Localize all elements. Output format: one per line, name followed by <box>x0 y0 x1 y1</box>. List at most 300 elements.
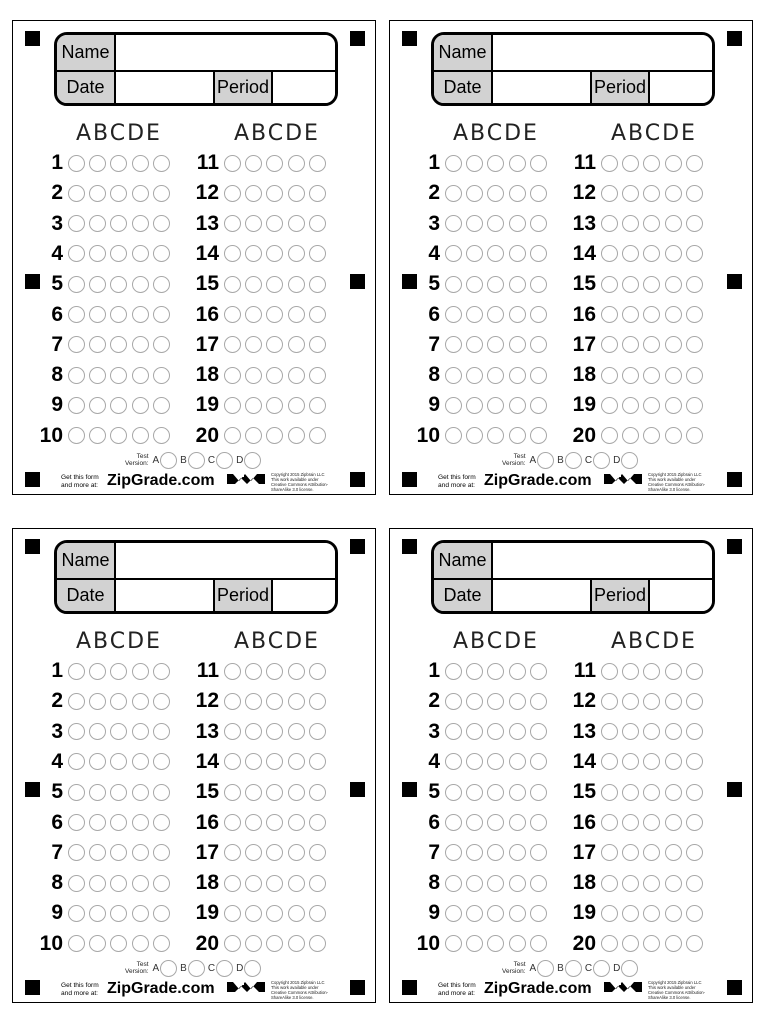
answer-bubble-c[interactable] <box>110 905 127 922</box>
answer-bubble-a[interactable] <box>224 245 241 262</box>
answer-bubble-b[interactable] <box>245 875 262 892</box>
answer-bubble-b[interactable] <box>622 397 639 414</box>
answer-bubble-e[interactable] <box>686 245 703 262</box>
answer-bubble-e[interactable] <box>153 397 170 414</box>
answer-bubble-b[interactable] <box>89 245 106 262</box>
answer-bubble-e[interactable] <box>530 784 547 801</box>
answer-bubble-e[interactable] <box>530 215 547 232</box>
answer-bubble-a[interactable] <box>601 693 618 710</box>
answer-bubble-e[interactable] <box>530 693 547 710</box>
answer-bubble-a[interactable] <box>601 397 618 414</box>
answer-bubble-b[interactable] <box>466 367 483 384</box>
answer-bubble-d[interactable] <box>509 215 526 232</box>
answer-bubble-d[interactable] <box>288 367 305 384</box>
answer-bubble-d[interactable] <box>132 245 149 262</box>
answer-bubble-e[interactable] <box>686 723 703 740</box>
answer-bubble-b[interactable] <box>89 753 106 770</box>
answer-bubble-d[interactable] <box>132 784 149 801</box>
answer-bubble-d[interactable] <box>288 663 305 680</box>
answer-bubble-a[interactable] <box>224 875 241 892</box>
answer-bubble-d[interactable] <box>509 875 526 892</box>
answer-bubble-e[interactable] <box>309 185 326 202</box>
answer-bubble-b[interactable] <box>245 723 262 740</box>
version-bubble-a[interactable] <box>537 452 554 469</box>
answer-bubble-a[interactable] <box>224 336 241 353</box>
answer-bubble-a[interactable] <box>601 875 618 892</box>
answer-bubble-e[interactable] <box>153 784 170 801</box>
answer-bubble-a[interactable] <box>601 215 618 232</box>
answer-bubble-d[interactable] <box>509 397 526 414</box>
answer-bubble-b[interactable] <box>622 784 639 801</box>
answer-bubble-a[interactable] <box>601 814 618 831</box>
period-field[interactable] <box>650 580 712 611</box>
answer-bubble-b[interactable] <box>622 814 639 831</box>
answer-bubble-a[interactable] <box>68 367 85 384</box>
answer-bubble-a[interactable] <box>68 215 85 232</box>
answer-bubble-e[interactable] <box>530 753 547 770</box>
answer-bubble-d[interactable] <box>132 215 149 232</box>
version-bubble-d[interactable] <box>621 452 638 469</box>
answer-bubble-a[interactable] <box>601 935 618 952</box>
answer-bubble-d[interactable] <box>288 723 305 740</box>
answer-bubble-b[interactable] <box>89 693 106 710</box>
answer-bubble-b[interactable] <box>245 427 262 444</box>
answer-bubble-d[interactable] <box>509 844 526 861</box>
answer-bubble-e[interactable] <box>686 185 703 202</box>
answer-bubble-e[interactable] <box>686 276 703 293</box>
answer-bubble-a[interactable] <box>68 155 85 172</box>
answer-bubble-d[interactable] <box>132 905 149 922</box>
version-bubble-d[interactable] <box>621 960 638 977</box>
answer-bubble-a[interactable] <box>224 367 241 384</box>
answer-bubble-a[interactable] <box>68 693 85 710</box>
answer-bubble-a[interactable] <box>224 185 241 202</box>
answer-bubble-b[interactable] <box>245 753 262 770</box>
answer-bubble-d[interactable] <box>288 935 305 952</box>
answer-bubble-a[interactable] <box>601 905 618 922</box>
answer-bubble-e[interactable] <box>153 814 170 831</box>
answer-bubble-d[interactable] <box>132 753 149 770</box>
answer-bubble-e[interactable] <box>309 245 326 262</box>
answer-bubble-e[interactable] <box>686 875 703 892</box>
answer-bubble-c[interactable] <box>487 753 504 770</box>
answer-bubble-b[interactable] <box>245 276 262 293</box>
answer-bubble-d[interactable] <box>665 185 682 202</box>
answer-bubble-d[interactable] <box>509 185 526 202</box>
answer-bubble-c[interactable] <box>266 753 283 770</box>
answer-bubble-d[interactable] <box>665 905 682 922</box>
answer-bubble-c[interactable] <box>487 155 504 172</box>
answer-bubble-e[interactable] <box>153 693 170 710</box>
answer-bubble-b[interactable] <box>245 935 262 952</box>
answer-bubble-a[interactable] <box>224 814 241 831</box>
answer-bubble-e[interactable] <box>153 935 170 952</box>
answer-bubble-b[interactable] <box>466 306 483 323</box>
answer-bubble-b[interactable] <box>89 723 106 740</box>
answer-bubble-a[interactable] <box>68 185 85 202</box>
answer-bubble-a[interactable] <box>601 155 618 172</box>
answer-bubble-e[interactable] <box>153 336 170 353</box>
answer-bubble-b[interactable] <box>622 427 639 444</box>
answer-bubble-e[interactable] <box>530 336 547 353</box>
answer-bubble-e[interactable] <box>309 306 326 323</box>
version-bubble-b[interactable] <box>565 960 582 977</box>
answer-bubble-b[interactable] <box>466 245 483 262</box>
answer-bubble-c[interactable] <box>643 245 660 262</box>
answer-bubble-c[interactable] <box>110 753 127 770</box>
answer-bubble-c[interactable] <box>266 935 283 952</box>
answer-bubble-b[interactable] <box>245 185 262 202</box>
answer-bubble-c[interactable] <box>643 905 660 922</box>
answer-bubble-d[interactable] <box>509 905 526 922</box>
answer-bubble-c[interactable] <box>266 185 283 202</box>
answer-bubble-c[interactable] <box>110 367 127 384</box>
answer-bubble-c[interactable] <box>110 427 127 444</box>
answer-bubble-a[interactable] <box>445 336 462 353</box>
answer-bubble-b[interactable] <box>245 367 262 384</box>
answer-bubble-b[interactable] <box>622 155 639 172</box>
answer-bubble-b[interactable] <box>89 844 106 861</box>
answer-bubble-d[interactable] <box>665 784 682 801</box>
answer-bubble-b[interactable] <box>622 215 639 232</box>
answer-bubble-a[interactable] <box>601 306 618 323</box>
answer-bubble-e[interactable] <box>530 905 547 922</box>
answer-bubble-b[interactable] <box>466 276 483 293</box>
answer-bubble-a[interactable] <box>445 155 462 172</box>
answer-bubble-c[interactable] <box>266 397 283 414</box>
answer-bubble-d[interactable] <box>665 844 682 861</box>
answer-bubble-d[interactable] <box>132 427 149 444</box>
answer-bubble-c[interactable] <box>266 245 283 262</box>
answer-bubble-c[interactable] <box>266 784 283 801</box>
answer-bubble-d[interactable] <box>132 336 149 353</box>
answer-bubble-e[interactable] <box>309 367 326 384</box>
answer-bubble-b[interactable] <box>622 245 639 262</box>
answer-bubble-d[interactable] <box>665 427 682 444</box>
answer-bubble-c[interactable] <box>110 306 127 323</box>
answer-bubble-a[interactable] <box>68 306 85 323</box>
answer-bubble-a[interactable] <box>68 723 85 740</box>
answer-bubble-d[interactable] <box>665 723 682 740</box>
answer-bubble-e[interactable] <box>153 185 170 202</box>
answer-bubble-a[interactable] <box>445 663 462 680</box>
answer-bubble-c[interactable] <box>487 306 504 323</box>
answer-bubble-e[interactable] <box>686 215 703 232</box>
answer-bubble-b[interactable] <box>89 663 106 680</box>
period-field[interactable] <box>273 72 335 103</box>
version-bubble-a[interactable] <box>160 960 177 977</box>
answer-bubble-c[interactable] <box>266 367 283 384</box>
answer-bubble-b[interactable] <box>89 215 106 232</box>
answer-bubble-e[interactable] <box>530 427 547 444</box>
answer-bubble-a[interactable] <box>68 875 85 892</box>
answer-bubble-b[interactable] <box>466 427 483 444</box>
answer-bubble-c[interactable] <box>110 693 127 710</box>
answer-bubble-c[interactable] <box>487 814 504 831</box>
answer-bubble-e[interactable] <box>153 306 170 323</box>
answer-bubble-d[interactable] <box>665 276 682 293</box>
answer-bubble-b[interactable] <box>245 784 262 801</box>
answer-bubble-b[interactable] <box>622 693 639 710</box>
answer-bubble-a[interactable] <box>68 245 85 262</box>
answer-bubble-d[interactable] <box>509 753 526 770</box>
answer-bubble-e[interactable] <box>686 663 703 680</box>
answer-bubble-a[interactable] <box>68 814 85 831</box>
answer-bubble-a[interactable] <box>601 784 618 801</box>
answer-bubble-e[interactable] <box>309 397 326 414</box>
answer-bubble-a[interactable] <box>68 276 85 293</box>
answer-bubble-a[interactable] <box>68 844 85 861</box>
answer-bubble-d[interactable] <box>509 306 526 323</box>
answer-bubble-b[interactable] <box>466 905 483 922</box>
answer-bubble-d[interactable] <box>665 245 682 262</box>
answer-bubble-c[interactable] <box>487 245 504 262</box>
answer-bubble-a[interactable] <box>445 367 462 384</box>
answer-bubble-d[interactable] <box>288 155 305 172</box>
answer-bubble-b[interactable] <box>89 155 106 172</box>
answer-bubble-b[interactable] <box>89 814 106 831</box>
answer-bubble-a[interactable] <box>445 245 462 262</box>
answer-bubble-a[interactable] <box>445 397 462 414</box>
answer-bubble-d[interactable] <box>132 397 149 414</box>
answer-bubble-e[interactable] <box>686 935 703 952</box>
answer-bubble-a[interactable] <box>68 905 85 922</box>
answer-bubble-c[interactable] <box>643 753 660 770</box>
version-bubble-d[interactable] <box>244 452 261 469</box>
answer-bubble-a[interactable] <box>224 723 241 740</box>
answer-bubble-b[interactable] <box>466 215 483 232</box>
answer-bubble-b[interactable] <box>622 723 639 740</box>
answer-bubble-b[interactable] <box>245 245 262 262</box>
answer-bubble-d[interactable] <box>665 397 682 414</box>
answer-bubble-c[interactable] <box>110 723 127 740</box>
version-bubble-a[interactable] <box>160 452 177 469</box>
version-bubble-b[interactable] <box>188 960 205 977</box>
answer-bubble-e[interactable] <box>309 844 326 861</box>
answer-bubble-c[interactable] <box>487 784 504 801</box>
answer-bubble-d[interactable] <box>288 814 305 831</box>
answer-bubble-b[interactable] <box>89 397 106 414</box>
answer-bubble-d[interactable] <box>665 753 682 770</box>
answer-bubble-e[interactable] <box>686 844 703 861</box>
answer-bubble-d[interactable] <box>509 155 526 172</box>
answer-bubble-d[interactable] <box>132 367 149 384</box>
answer-bubble-d[interactable] <box>288 215 305 232</box>
answer-bubble-c[interactable] <box>487 935 504 952</box>
answer-bubble-c[interactable] <box>266 336 283 353</box>
answer-bubble-b[interactable] <box>245 215 262 232</box>
period-field[interactable] <box>273 580 335 611</box>
answer-bubble-d[interactable] <box>132 814 149 831</box>
answer-bubble-b[interactable] <box>622 905 639 922</box>
answer-bubble-d[interactable] <box>132 663 149 680</box>
answer-bubble-c[interactable] <box>487 844 504 861</box>
answer-bubble-d[interactable] <box>288 245 305 262</box>
answer-bubble-b[interactable] <box>89 336 106 353</box>
answer-bubble-a[interactable] <box>445 784 462 801</box>
answer-bubble-b[interactable] <box>466 784 483 801</box>
answer-bubble-b[interactable] <box>466 814 483 831</box>
answer-bubble-a[interactable] <box>601 753 618 770</box>
answer-bubble-c[interactable] <box>643 185 660 202</box>
answer-bubble-a[interactable] <box>445 185 462 202</box>
answer-bubble-c[interactable] <box>110 397 127 414</box>
answer-bubble-c[interactable] <box>266 427 283 444</box>
answer-bubble-e[interactable] <box>686 753 703 770</box>
answer-bubble-c[interactable] <box>110 844 127 861</box>
answer-bubble-b[interactable] <box>466 844 483 861</box>
date-field[interactable] <box>118 580 213 611</box>
answer-bubble-c[interactable] <box>266 814 283 831</box>
answer-bubble-a[interactable] <box>68 397 85 414</box>
name-field[interactable] <box>118 35 335 70</box>
answer-bubble-b[interactable] <box>245 905 262 922</box>
answer-bubble-e[interactable] <box>530 155 547 172</box>
answer-bubble-d[interactable] <box>288 306 305 323</box>
answer-bubble-c[interactable] <box>110 155 127 172</box>
answer-bubble-e[interactable] <box>153 215 170 232</box>
answer-bubble-c[interactable] <box>487 663 504 680</box>
answer-bubble-e[interactable] <box>686 155 703 172</box>
version-bubble-c[interactable] <box>593 960 610 977</box>
answer-bubble-c[interactable] <box>487 185 504 202</box>
answer-bubble-b[interactable] <box>245 814 262 831</box>
answer-bubble-a[interactable] <box>445 814 462 831</box>
name-field[interactable] <box>495 35 712 70</box>
answer-bubble-b[interactable] <box>622 753 639 770</box>
answer-bubble-c[interactable] <box>643 723 660 740</box>
answer-bubble-a[interactable] <box>601 427 618 444</box>
name-field[interactable] <box>118 543 335 578</box>
answer-bubble-b[interactable] <box>466 875 483 892</box>
answer-bubble-d[interactable] <box>509 245 526 262</box>
answer-bubble-b[interactable] <box>245 844 262 861</box>
answer-bubble-e[interactable] <box>153 753 170 770</box>
answer-bubble-a[interactable] <box>445 723 462 740</box>
answer-bubble-a[interactable] <box>445 215 462 232</box>
version-bubble-c[interactable] <box>216 452 233 469</box>
answer-bubble-e[interactable] <box>530 397 547 414</box>
answer-bubble-e[interactable] <box>309 215 326 232</box>
answer-bubble-e[interactable] <box>530 844 547 861</box>
answer-bubble-a[interactable] <box>224 784 241 801</box>
answer-bubble-b[interactable] <box>245 693 262 710</box>
version-bubble-a[interactable] <box>537 960 554 977</box>
answer-bubble-d[interactable] <box>665 875 682 892</box>
answer-bubble-b[interactable] <box>466 693 483 710</box>
answer-bubble-b[interactable] <box>245 306 262 323</box>
answer-bubble-c[interactable] <box>110 215 127 232</box>
answer-bubble-a[interactable] <box>224 844 241 861</box>
version-bubble-d[interactable] <box>244 960 261 977</box>
answer-bubble-d[interactable] <box>509 336 526 353</box>
answer-bubble-a[interactable] <box>445 875 462 892</box>
date-field[interactable] <box>495 580 590 611</box>
answer-bubble-d[interactable] <box>132 693 149 710</box>
answer-bubble-c[interactable] <box>266 844 283 861</box>
answer-bubble-e[interactable] <box>686 397 703 414</box>
answer-bubble-a[interactable] <box>445 693 462 710</box>
answer-bubble-e[interactable] <box>309 723 326 740</box>
answer-bubble-c[interactable] <box>110 185 127 202</box>
answer-bubble-a[interactable] <box>601 663 618 680</box>
answer-bubble-a[interactable] <box>224 306 241 323</box>
answer-bubble-b[interactable] <box>622 875 639 892</box>
answer-bubble-e[interactable] <box>309 155 326 172</box>
answer-bubble-d[interactable] <box>288 905 305 922</box>
answer-bubble-e[interactable] <box>309 814 326 831</box>
answer-bubble-b[interactable] <box>622 844 639 861</box>
answer-bubble-b[interactable] <box>89 427 106 444</box>
answer-bubble-b[interactable] <box>466 185 483 202</box>
answer-bubble-e[interactable] <box>686 367 703 384</box>
answer-bubble-d[interactable] <box>665 935 682 952</box>
answer-bubble-a[interactable] <box>68 663 85 680</box>
answer-bubble-e[interactable] <box>530 245 547 262</box>
answer-bubble-a[interactable] <box>445 905 462 922</box>
answer-bubble-d[interactable] <box>665 215 682 232</box>
answer-bubble-e[interactable] <box>309 427 326 444</box>
answer-bubble-e[interactable] <box>309 693 326 710</box>
answer-bubble-c[interactable] <box>110 935 127 952</box>
answer-bubble-d[interactable] <box>132 844 149 861</box>
answer-bubble-b[interactable] <box>89 784 106 801</box>
answer-bubble-c[interactable] <box>643 155 660 172</box>
answer-bubble-c[interactable] <box>643 814 660 831</box>
answer-bubble-a[interactable] <box>445 935 462 952</box>
date-field[interactable] <box>118 72 213 103</box>
answer-bubble-e[interactable] <box>530 814 547 831</box>
answer-bubble-b[interactable] <box>245 336 262 353</box>
answer-bubble-d[interactable] <box>132 185 149 202</box>
answer-bubble-d[interactable] <box>132 306 149 323</box>
answer-bubble-d[interactable] <box>665 306 682 323</box>
answer-bubble-a[interactable] <box>601 336 618 353</box>
answer-bubble-d[interactable] <box>288 336 305 353</box>
answer-bubble-e[interactable] <box>153 155 170 172</box>
answer-bubble-a[interactable] <box>224 397 241 414</box>
answer-bubble-c[interactable] <box>110 276 127 293</box>
date-field[interactable] <box>495 72 590 103</box>
answer-bubble-d[interactable] <box>132 276 149 293</box>
answer-bubble-b[interactable] <box>466 723 483 740</box>
version-bubble-b[interactable] <box>188 452 205 469</box>
answer-bubble-b[interactable] <box>89 276 106 293</box>
answer-bubble-c[interactable] <box>643 693 660 710</box>
answer-bubble-e[interactable] <box>686 693 703 710</box>
answer-bubble-b[interactable] <box>622 367 639 384</box>
answer-bubble-c[interactable] <box>266 663 283 680</box>
answer-bubble-c[interactable] <box>487 397 504 414</box>
answer-bubble-c[interactable] <box>266 875 283 892</box>
answer-bubble-b[interactable] <box>622 935 639 952</box>
answer-bubble-c[interactable] <box>487 427 504 444</box>
version-bubble-b[interactable] <box>565 452 582 469</box>
answer-bubble-e[interactable] <box>530 185 547 202</box>
answer-bubble-c[interactable] <box>266 155 283 172</box>
answer-bubble-e[interactable] <box>530 663 547 680</box>
answer-bubble-d[interactable] <box>509 814 526 831</box>
answer-bubble-b[interactable] <box>466 663 483 680</box>
answer-bubble-c[interactable] <box>643 935 660 952</box>
answer-bubble-c[interactable] <box>487 875 504 892</box>
answer-bubble-a[interactable] <box>68 427 85 444</box>
answer-bubble-d[interactable] <box>288 753 305 770</box>
answer-bubble-d[interactable] <box>288 784 305 801</box>
answer-bubble-e[interactable] <box>530 367 547 384</box>
answer-bubble-e[interactable] <box>530 935 547 952</box>
answer-bubble-c[interactable] <box>266 276 283 293</box>
